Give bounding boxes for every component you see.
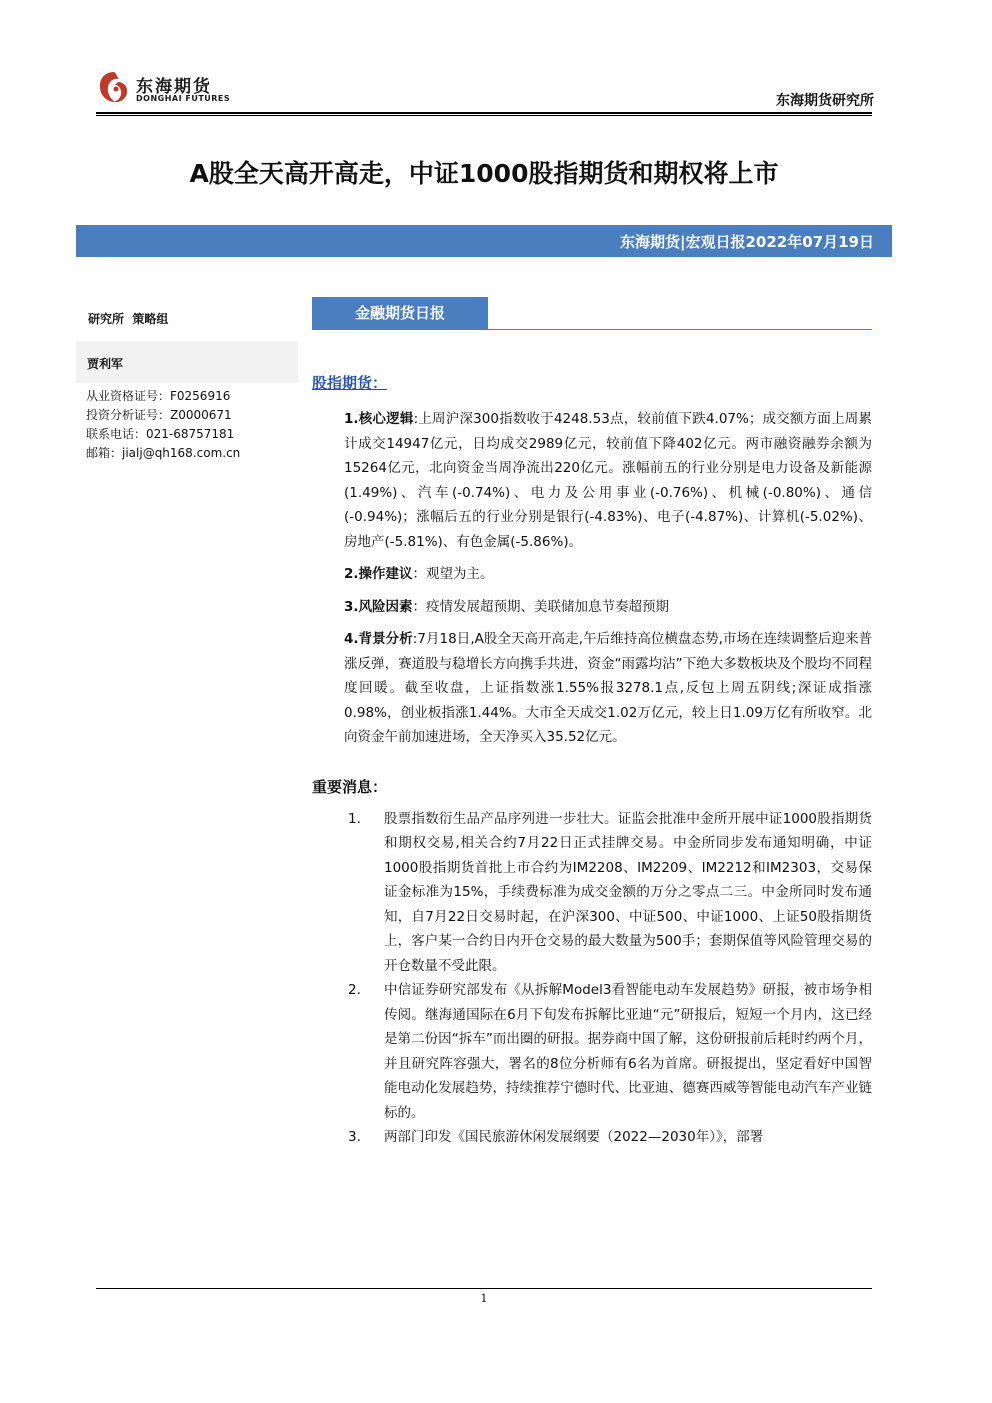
company-logo: [96, 66, 246, 110]
qualification-number: 从业资格证号：F0256916: [86, 389, 231, 403]
news-heading: 重要消息：: [312, 777, 388, 796]
background-analysis-label: 4.背景分析: [344, 631, 413, 647]
banner-text: 东海期货|宏观日报2022年07月19日: [620, 233, 874, 251]
header-divider: [96, 112, 872, 114]
list-item: [312, 1125, 872, 1150]
section-tab-underline: [312, 329, 872, 330]
list-item-text: 中信证券研究部发布《从拆解Model3看智能电动车发展趋势》研报，被市场争相传阅。继海通国际在6月下旬发布拆解比亚迪“元”研报后，短短一个月内，这已经是第二份因“拆车”而出圈的研报。据券商中国了解，这份研报前后耗时约两个月，并且研究阵容强大，署名的8位分析师有6名为首席。研报提出，坚定看好中国智能电动化发展趋势，持续推荐宁德时代、比亚迪、德赛西威等智能电动汽车产业链标的。: [384, 982, 872, 1121]
list-item-text: 股票指数衍生品产品序列进一步壮大。证监会批准中金所开展中证1000股指期货和期权交易,相关合约7月22日正式挂牌交易。中金所同步发布通知明确，中证1000股指期货首批上市合约为IM2208、IM2209、IM2212和IM2303，交易保证金标准为15%，手续费标准为成交金额的万分之零点二三。中金所同时发布通知，自7月22日交易时起，在沪深300、中证500、中证1000、上证50股指期货上，客户某一合约日内开仓交易的最大数量为500手；套期保值等风险管理交易的开仓数量不受此限。: [384, 810, 872, 974]
department-label: 研究所 策略组: [88, 312, 169, 326]
operation-advice-paragraph: [344, 562, 872, 587]
logo-cn-text: 东海期货: [136, 77, 212, 97]
phone-number: 联系电话：021-68757181: [86, 427, 235, 441]
dragon-logo-icon: [96, 68, 132, 106]
news-list: [312, 807, 872, 1150]
footer-divider: [96, 1288, 872, 1289]
analyst-box: [76, 341, 298, 383]
investment-advisor-number: 投资分析证号：Z0000671: [86, 408, 232, 422]
analyst-name: 贾利军: [87, 357, 124, 371]
list-item-number: 3.: [348, 1129, 361, 1145]
main-content: [312, 372, 872, 1150]
list-item-number: 1.: [348, 810, 361, 827]
operation-advice-text: ：观望为主。: [412, 566, 494, 582]
core-logic-label: 1.核心逻辑: [344, 411, 414, 427]
background-analysis-text: :7月18日,A股全天高开高走,午后维持高位横盘态势,市场在连续调整后迎来普涨反弹，赛道股与稳增长方向携手共进，资金“雨露均沾”下绝大多数板块及个股均不同程度回暖。截至收盘，上证指数涨1.55%报3278.1点,反包上周五阴线;深证成指涨0.98%，创业板指涨1.44%。大市全天成交1.02万亿元，较上日1.09万亿有所收窄。北向资金午前加速进场，全天净买入35.52亿元。: [344, 631, 872, 745]
institute-name: 东海期货研究所: [776, 93, 874, 109]
email-address: 邮箱：jialj@qh168.com.cn: [86, 446, 241, 460]
logo-en-text: DONGHAI FUTURES: [136, 94, 231, 103]
page-number: 1: [480, 1292, 488, 1305]
core-logic-text: :上周沪深300指数收于4248.53点，较前值下跌4.07%；成交额方面上周累计成交14947亿元，日均成交2989亿元，较前值下降402亿元。两市融资融券余额为15264亿元，北向资金当周净流出220亿元。涨幅前五的行业分别是电力设备及新能源(1.49%)、汽车(-0.74%)、电力及公用事业(-0.76%)、机械(-0.80%)、通信(-0.94%)；涨幅后五的行业分别是银行(-4.83%)、电子(-4.87%)、计算机(-5.02%)、房地产(-5.81%)、有色金属(-5.86%)。: [344, 411, 872, 550]
list-item-text: 两部门印发《国民旅游休闲发展纲要（2022—2030年）》，部署: [384, 1129, 764, 1145]
report-banner: [76, 225, 892, 257]
stock-index-heading: 股指期货：: [312, 374, 388, 392]
list-item: [312, 807, 872, 979]
list-item-number: 2.: [348, 982, 361, 998]
header-divider-thin: [96, 115, 872, 116]
risk-factors-text: ：疫情发展超预期、美联储加息节奏超预期: [412, 598, 670, 615]
core-logic-paragraph: [344, 407, 872, 554]
background-analysis-paragraph: [344, 627, 872, 750]
list-item: [312, 978, 872, 1125]
report-title: A股全天高开高走，中证1000股指期货和期权将上市: [189, 159, 779, 188]
analyst-contact-info: [86, 387, 240, 463]
risk-factors-paragraph: [344, 595, 872, 620]
risk-factors-label: 3.风险因素: [344, 598, 413, 615]
section-tab: 金融期货日报: [312, 297, 488, 329]
operation-advice-label: 2.操作建议: [344, 566, 413, 582]
